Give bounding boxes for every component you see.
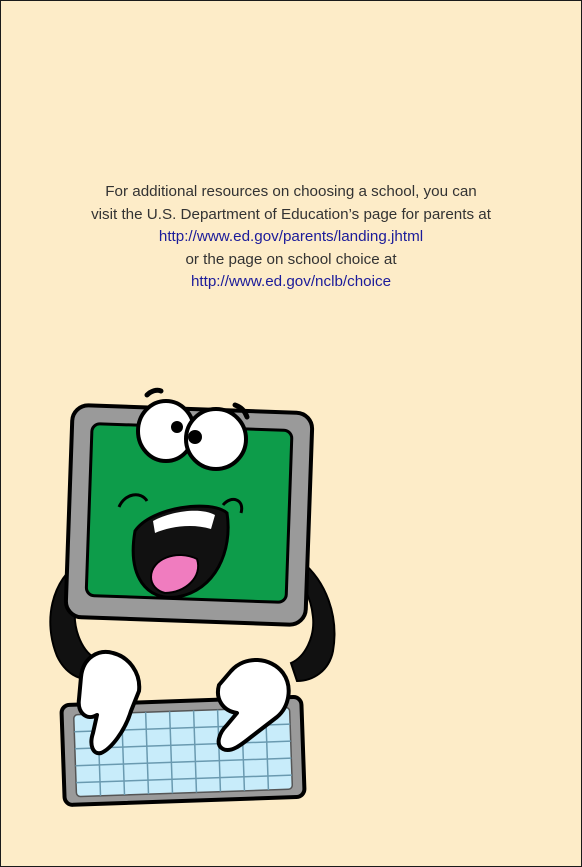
left-eyebrow bbox=[147, 390, 161, 395]
resources-text bbox=[1, 181, 581, 294]
right-pupil bbox=[188, 430, 202, 444]
resources-line-2: visit the U.S. Department of Education’s page for parents at bbox=[91, 205, 491, 223]
computer-mascot-illustration bbox=[1, 381, 361, 821]
school-choice-link[interactable]: http://www.ed.gov/nclb/choice bbox=[190, 273, 392, 290]
left-pupil bbox=[171, 421, 183, 433]
parents-page-link[interactable]: http://www.ed.gov/parents/landing.jhtml bbox=[158, 228, 424, 245]
resources-line-1: For additional resources on choosing a school, you can bbox=[105, 183, 477, 200]
resources-line-3: or the page on school choice at bbox=[185, 250, 397, 268]
